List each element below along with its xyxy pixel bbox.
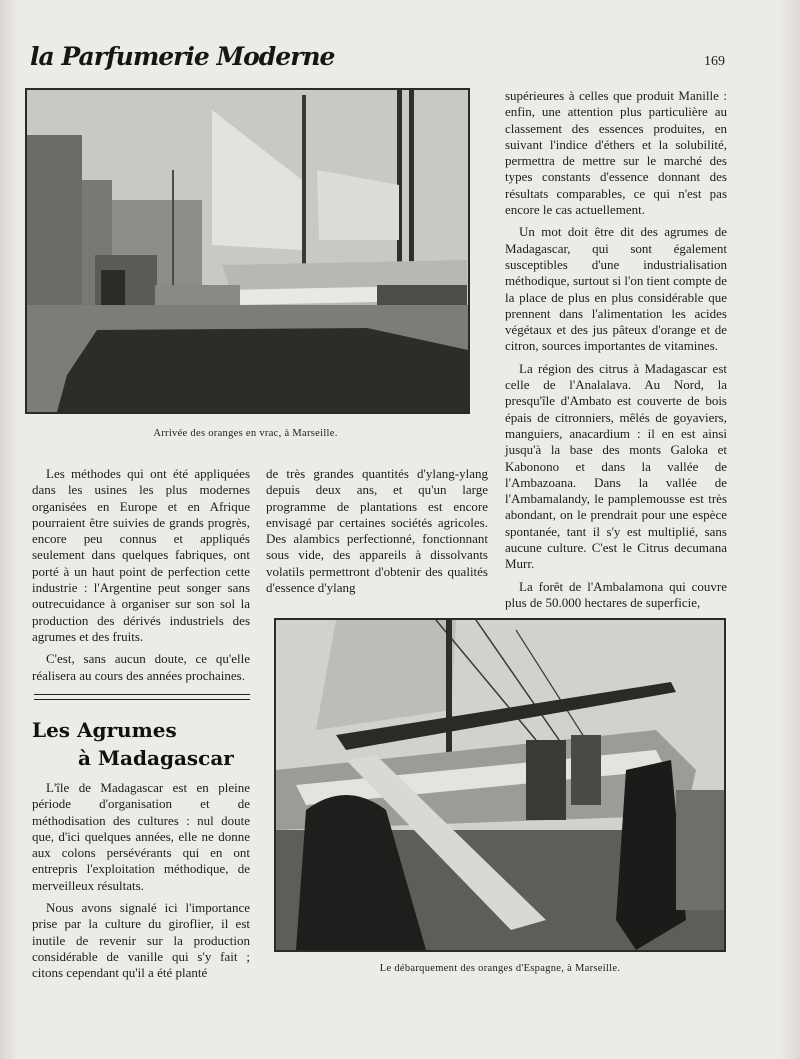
paragraph: Les méthodes qui ont été appliquées dans les usines les plus modernes organisées en Europe et en Afrique pourraient être suivies de grands progrès, encore peu connus et appliqués seulement dans quelques fabriques, ont porté à un haut point de perfection cette industrie : l'Argentine peut songer sans outrecuidance à organiser sur son sol la production des dérivés industriels des agrumes et des fruits. (32, 466, 250, 644)
column-left-bottom (32, 780, 250, 988)
paragraph: La région des citrus à Madagascar est celle de l'Analalava. Au Nord, la presqu'île d'Ambato est couverte de bois épais de citronniers, mêlés de goyaviers, manguiers, anacardium : il en est ainsi jusqu'à la base des monts Galoka et Kabonono et dans la vallée de l'Ambazoana. Dans la vallée de l'Ambamalandy, le pamplemousse est très abondant, on le prendrait pour une espèce spontanée, tant il s'y est multiplié, sans aucune culture. C'est le Citrus decumana Murr. (505, 360, 727, 572)
section-divider (34, 694, 250, 695)
paragraph: La forêt de l'Ambalamona qui couvre plus de 50.000 hectares de superficie, (505, 578, 727, 610)
paragraph: L'île de Madagascar est en pleine période d'organisation et de méthodisation des cultures : nul doute que, d'ici quelques années, elle ne donne aux colons persévérants qui en ont entrepris l'exploitation méthodique, de merveilleux résultats. (32, 780, 250, 893)
photo-unloading-oranges-image (276, 620, 724, 950)
paragraph: Un mot doit être dit des agrumes de Madagascar, qui sont également susceptibles d'une industrialisation méthodique, surtout si l'on tient compte de la place de plus en plus considérable que prennent dans l'alimentation les acides végétaux et des jus pâteux d'orange et de citron, sources importantes de vitamines. (505, 224, 727, 354)
caption-bottom-photo: Le débarquement des oranges d'Espagne, à Marseille. (379, 963, 621, 974)
column-right (505, 88, 727, 617)
section-title (32, 716, 254, 772)
section-divider (34, 699, 250, 700)
paragraph: supérieures à celles que produit Manille : enfin, une attention plus particulière au classement des essences produites, en suivant l'indice d'éthers et la solubilité, permettra de mettre sur le marché des types constants d'essence donnant des résultats comparables, ce qui n'est pas encore le cas actuellement. (505, 88, 727, 218)
paragraph: de très grandes quantités d'ylang-ylang depuis deux ans, et qu'un large programme de plantations est encore envisagé par certaines sociétés agricoles. Des alambics perfectionné, fonctionnant sous vide, des appareils à dissolvants volatils permettront d'obtenir des qualités d'essence d'ylang (266, 466, 488, 596)
section-title-line2: à Madagascar (78, 746, 234, 770)
photo-harbour-arrival-image (27, 90, 468, 412)
masthead-logo: la Parfumerie Moderne (30, 42, 335, 71)
column-left-top (32, 466, 250, 690)
column-middle (266, 466, 488, 602)
photo-unloading-oranges (274, 618, 726, 952)
paragraph: Nous avons signalé ici l'importance prise par la culture du giroflier, il est inutile de revenir sur la production considérable de vanille qui s'y fait ; citons cependant qu'il a été planté (32, 900, 250, 981)
page-number: 169 (704, 54, 725, 69)
photo-harbour-arrival (25, 88, 470, 414)
caption-top-photo: Arrivée des oranges en vrac, à Marseille. (153, 428, 338, 439)
section-title-line1: Les Agrumes (32, 718, 177, 742)
paragraph: C'est, sans aucun doute, ce qu'elle réalisera au cours des années prochaines. (32, 651, 250, 683)
